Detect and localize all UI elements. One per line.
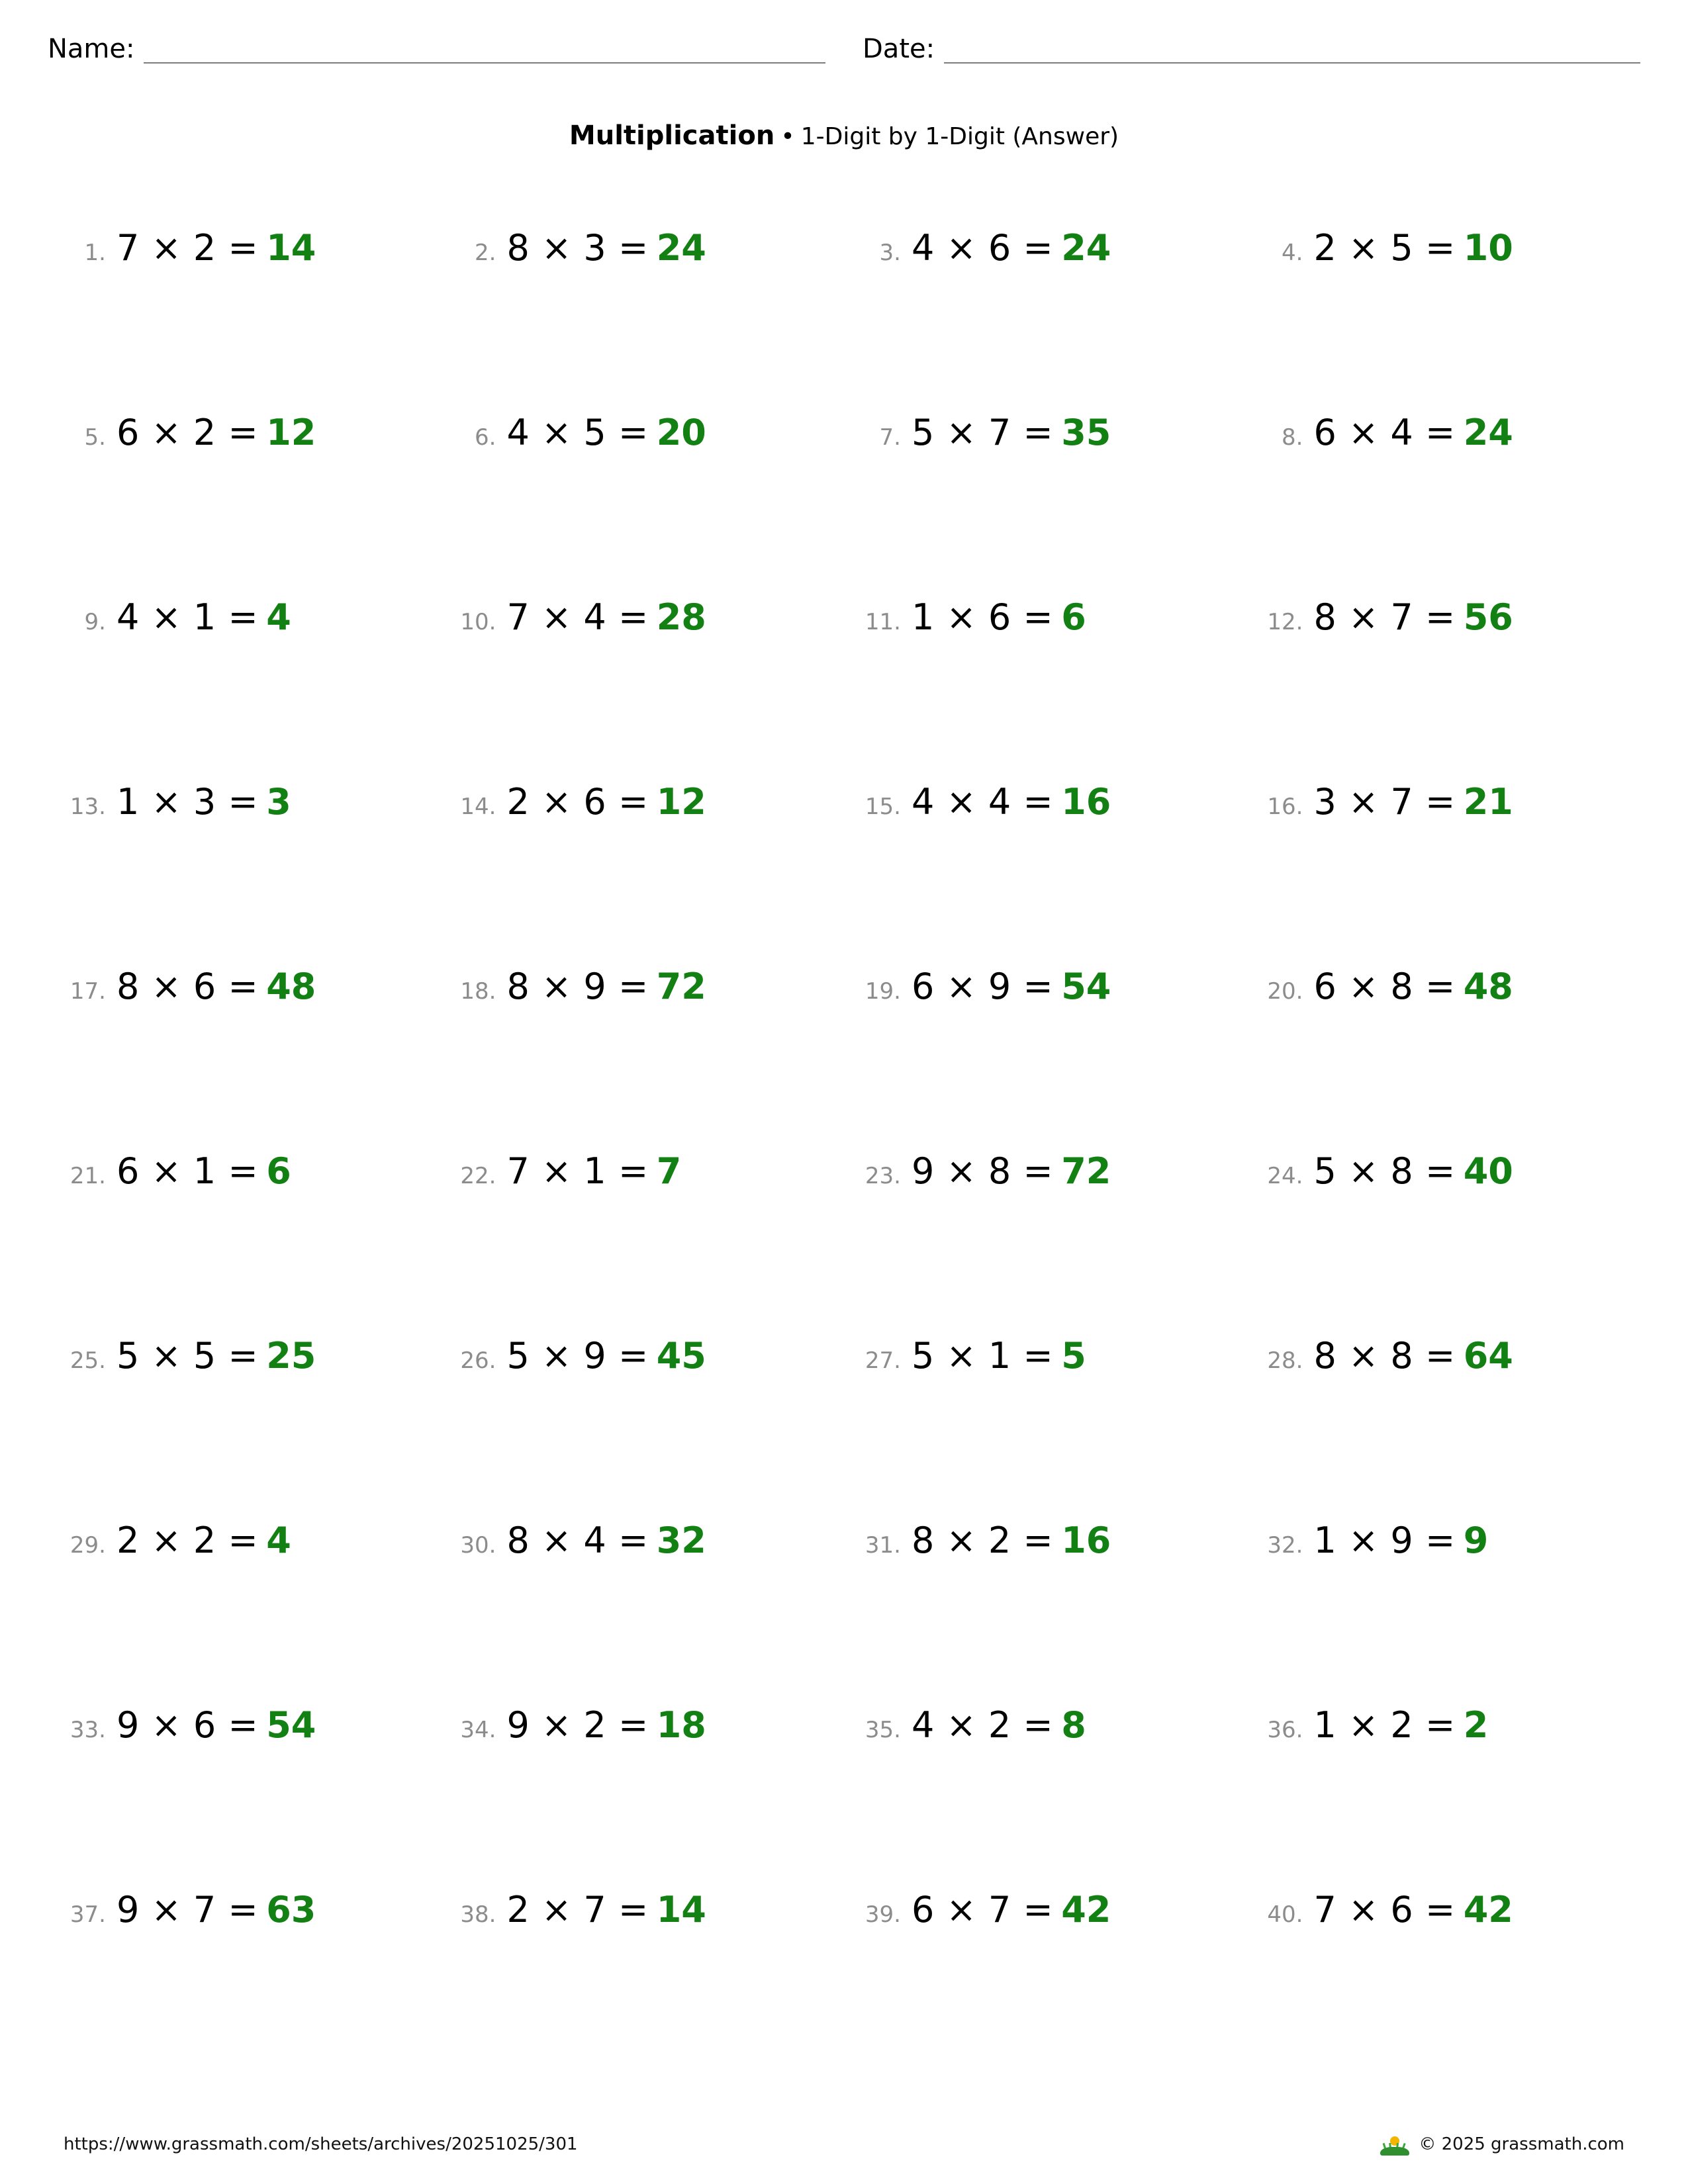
problem-number: 36.	[1267, 1717, 1303, 1743]
problem-expression: 1 × 6 =	[912, 596, 1054, 638]
problem-answer: 42	[1463, 1889, 1513, 1931]
problem-expression: 8 × 4 =	[506, 1520, 649, 1561]
title-subtitle-text: 1-Digit by 1-Digit (Answer)	[800, 123, 1119, 150]
problem-item	[844, 1704, 1243, 1892]
problem-expression: 6 × 7 =	[912, 1889, 1054, 1931]
problem-number: 29.	[70, 1532, 106, 1559]
problem-expression: 9 × 2 =	[506, 1704, 649, 1746]
problem-expression: 5 × 9 =	[506, 1335, 649, 1377]
problem-expression: 4 × 1 =	[117, 596, 259, 638]
problem-answer: 14	[266, 227, 316, 269]
problem-expression: 6 × 9 =	[912, 966, 1054, 1007]
problem-number: 39.	[865, 1901, 901, 1928]
problem-number: 38.	[460, 1901, 496, 1928]
problem-number: 11.	[865, 609, 901, 635]
problem-number: 28.	[1267, 1347, 1303, 1374]
problem-expression: 5 × 1 =	[912, 1335, 1054, 1377]
problem-answer: 56	[1463, 596, 1513, 638]
problem-item	[48, 412, 446, 600]
problem-expression: 2 × 7 =	[506, 1889, 649, 1931]
problem-number: 13.	[70, 794, 106, 820]
problem-answer: 8	[1061, 1704, 1086, 1746]
problem-number: 16.	[1267, 794, 1303, 820]
problem-expression: 9 × 8 =	[912, 1150, 1054, 1192]
problem-number: 12.	[1267, 609, 1303, 635]
problem-item	[844, 227, 1243, 415]
problem-item	[48, 1150, 446, 1338]
problem-expression: 4 × 2 =	[912, 1704, 1054, 1746]
problem-item	[1243, 781, 1641, 969]
problem-answer: 63	[266, 1889, 316, 1931]
footer-copyright: © 2025 grassmath.com	[1419, 2134, 1624, 2154]
problem-answer: 35	[1061, 412, 1111, 453]
problem-number: 22.	[460, 1163, 496, 1189]
problem-answer: 48	[1463, 966, 1513, 1007]
problem-expression: 6 × 8 =	[1313, 966, 1456, 1007]
footer-brand	[1380, 2133, 1624, 2156]
problem-number: 5.	[84, 424, 106, 451]
problem-item	[844, 1335, 1243, 1523]
problem-number: 20.	[1267, 978, 1303, 1005]
problem-item	[446, 227, 845, 415]
problem-expression: 6 × 2 =	[117, 412, 259, 453]
problem-expression: 1 × 9 =	[1313, 1520, 1456, 1561]
problem-item	[844, 412, 1243, 600]
problem-number: 40.	[1267, 1901, 1303, 1928]
problem-expression: 1 × 3 =	[117, 781, 259, 823]
problem-number: 33.	[70, 1717, 106, 1743]
problem-item	[1243, 596, 1641, 784]
problem-number: 3.	[879, 240, 901, 266]
problem-answer: 18	[656, 1704, 706, 1746]
problem-number: 17.	[70, 978, 106, 1005]
problem-item	[844, 966, 1243, 1154]
date-write-line[interactable]	[944, 62, 1640, 64]
problem-number: 37.	[70, 1901, 106, 1928]
problem-number: 30.	[460, 1532, 496, 1559]
problem-answer: 2	[1463, 1704, 1489, 1746]
problem-expression: 7 × 4 =	[506, 596, 649, 638]
page-footer	[0, 2105, 1688, 2184]
problem-expression: 6 × 4 =	[1313, 412, 1456, 453]
problem-item	[446, 1889, 845, 2077]
problem-answer: 54	[1061, 966, 1111, 1007]
problem-number: 23.	[865, 1163, 901, 1189]
problem-expression: 9 × 6 =	[117, 1704, 259, 1746]
problem-answer: 16	[1061, 781, 1111, 823]
worksheet-title	[48, 120, 1640, 151]
problem-answer: 5	[1061, 1335, 1086, 1377]
date-field-group[interactable]	[863, 36, 1640, 66]
date-label: Date:	[863, 34, 935, 64]
problem-number: 15.	[865, 794, 901, 820]
problem-answer: 32	[656, 1520, 706, 1561]
problem-number: 6.	[475, 424, 496, 451]
problem-number: 18.	[460, 978, 496, 1005]
problem-answer: 25	[266, 1335, 316, 1377]
problem-number: 9.	[84, 609, 106, 635]
problem-item	[48, 1704, 446, 1892]
problem-number: 26.	[460, 1347, 496, 1374]
problem-answer: 48	[266, 966, 316, 1007]
name-label: Name:	[48, 34, 135, 64]
problem-answer: 20	[656, 412, 706, 453]
problem-expression: 4 × 4 =	[912, 781, 1054, 823]
problem-item	[446, 781, 845, 969]
problem-answer: 16	[1061, 1520, 1111, 1561]
problem-item	[48, 596, 446, 784]
footer-url[interactable]: https://www.grassmath.com/sheets/archives/20251025/301	[64, 2134, 578, 2154]
problem-answer: 24	[1061, 227, 1111, 269]
problem-item	[446, 1150, 845, 1338]
problem-item	[844, 596, 1243, 784]
problem-item	[446, 1335, 845, 1523]
problem-item	[446, 412, 845, 600]
problem-expression: 8 × 2 =	[912, 1520, 1054, 1561]
problem-answer: 7	[656, 1150, 682, 1192]
problem-number: 10.	[460, 609, 496, 635]
problem-item	[1243, 412, 1641, 600]
problem-expression: 2 × 6 =	[506, 781, 649, 823]
problem-expression: 2 × 2 =	[117, 1520, 259, 1561]
problem-number: 2.	[475, 240, 496, 266]
problem-number: 4.	[1282, 240, 1303, 266]
problem-answer: 64	[1463, 1335, 1513, 1377]
problem-answer: 4	[266, 1520, 291, 1561]
problem-expression: 5 × 8 =	[1313, 1150, 1456, 1192]
problem-answer: 40	[1463, 1150, 1513, 1192]
problem-expression: 3 × 7 =	[1313, 781, 1456, 823]
problem-number: 27.	[865, 1347, 901, 1374]
problem-number: 24.	[1267, 1163, 1303, 1189]
problem-number: 32.	[1267, 1532, 1303, 1559]
title-main-text: Multiplication	[569, 120, 775, 151]
problem-item	[1243, 1335, 1641, 1523]
problem-expression: 9 × 7 =	[117, 1889, 259, 1931]
problem-item	[844, 1150, 1243, 1338]
problem-answer: 42	[1061, 1889, 1111, 1931]
problem-number: 25.	[70, 1347, 106, 1374]
problem-grid	[48, 227, 1640, 2077]
problem-answer: 3	[266, 781, 291, 823]
problem-item	[1243, 227, 1641, 415]
problem-answer: 24	[1463, 412, 1513, 453]
problem-answer: 9	[1463, 1520, 1489, 1561]
problem-number: 34.	[460, 1717, 496, 1743]
problem-expression: 5 × 7 =	[912, 412, 1054, 453]
problem-number: 21.	[70, 1163, 106, 1189]
problem-expression: 8 × 8 =	[1313, 1335, 1456, 1377]
problem-item	[48, 227, 446, 415]
problem-item	[844, 1889, 1243, 2077]
problem-item	[1243, 1150, 1641, 1338]
grass-sun-logo-icon	[1380, 2133, 1409, 2156]
problem-answer: 21	[1463, 781, 1513, 823]
problem-answer: 72	[656, 966, 706, 1007]
problem-item	[844, 781, 1243, 969]
problem-item	[48, 781, 446, 969]
problem-number: 19.	[865, 978, 901, 1005]
problem-answer: 4	[266, 596, 291, 638]
problem-expression: 7 × 1 =	[506, 1150, 649, 1192]
problem-item	[48, 1520, 446, 1707]
problem-expression: 8 × 6 =	[117, 966, 259, 1007]
problem-number: 8.	[1282, 424, 1303, 451]
problem-answer: 6	[1061, 596, 1086, 638]
problem-expression: 8 × 3 =	[506, 227, 649, 269]
problem-number: 14.	[460, 794, 496, 820]
problem-answer: 28	[656, 596, 706, 638]
problem-answer: 72	[1061, 1150, 1111, 1192]
name-field-group[interactable]	[48, 36, 825, 66]
problem-item	[1243, 966, 1641, 1154]
problem-expression: 5 × 5 =	[117, 1335, 259, 1377]
problem-answer: 10	[1463, 227, 1513, 269]
problem-expression: 2 × 5 =	[1313, 227, 1456, 269]
name-write-line[interactable]	[144, 62, 825, 64]
problem-answer: 24	[656, 227, 706, 269]
problem-answer: 6	[266, 1150, 291, 1192]
problem-item	[446, 1704, 845, 1892]
problem-item	[1243, 1704, 1641, 1892]
problem-answer: 54	[266, 1704, 316, 1746]
problem-answer: 12	[656, 781, 706, 823]
name-date-row	[48, 36, 1640, 66]
problem-item	[48, 1335, 446, 1523]
problem-answer: 45	[656, 1335, 706, 1377]
problem-number: 1.	[84, 240, 106, 266]
problem-expression: 7 × 2 =	[117, 227, 259, 269]
problem-item	[48, 1889, 446, 2077]
problem-number: 35.	[865, 1717, 901, 1743]
problem-expression: 8 × 7 =	[1313, 596, 1456, 638]
problem-expression: 4 × 5 =	[506, 412, 649, 453]
title-separator: •	[780, 123, 795, 150]
problem-item	[844, 1520, 1243, 1707]
problem-expression: 4 × 6 =	[912, 227, 1054, 269]
problem-answer: 12	[266, 412, 316, 453]
problem-item	[48, 966, 446, 1154]
problem-number: 7.	[879, 424, 901, 451]
problem-number: 31.	[865, 1532, 901, 1559]
problem-item	[446, 1520, 845, 1707]
problem-item	[446, 596, 845, 784]
problem-expression: 6 × 1 =	[117, 1150, 259, 1192]
problem-answer: 14	[656, 1889, 706, 1931]
problem-item	[1243, 1889, 1641, 2077]
problem-expression: 8 × 9 =	[506, 966, 649, 1007]
problem-expression: 7 × 6 =	[1313, 1889, 1456, 1931]
problem-item	[1243, 1520, 1641, 1707]
problem-item	[446, 966, 845, 1154]
problem-expression: 1 × 2 =	[1313, 1704, 1456, 1746]
